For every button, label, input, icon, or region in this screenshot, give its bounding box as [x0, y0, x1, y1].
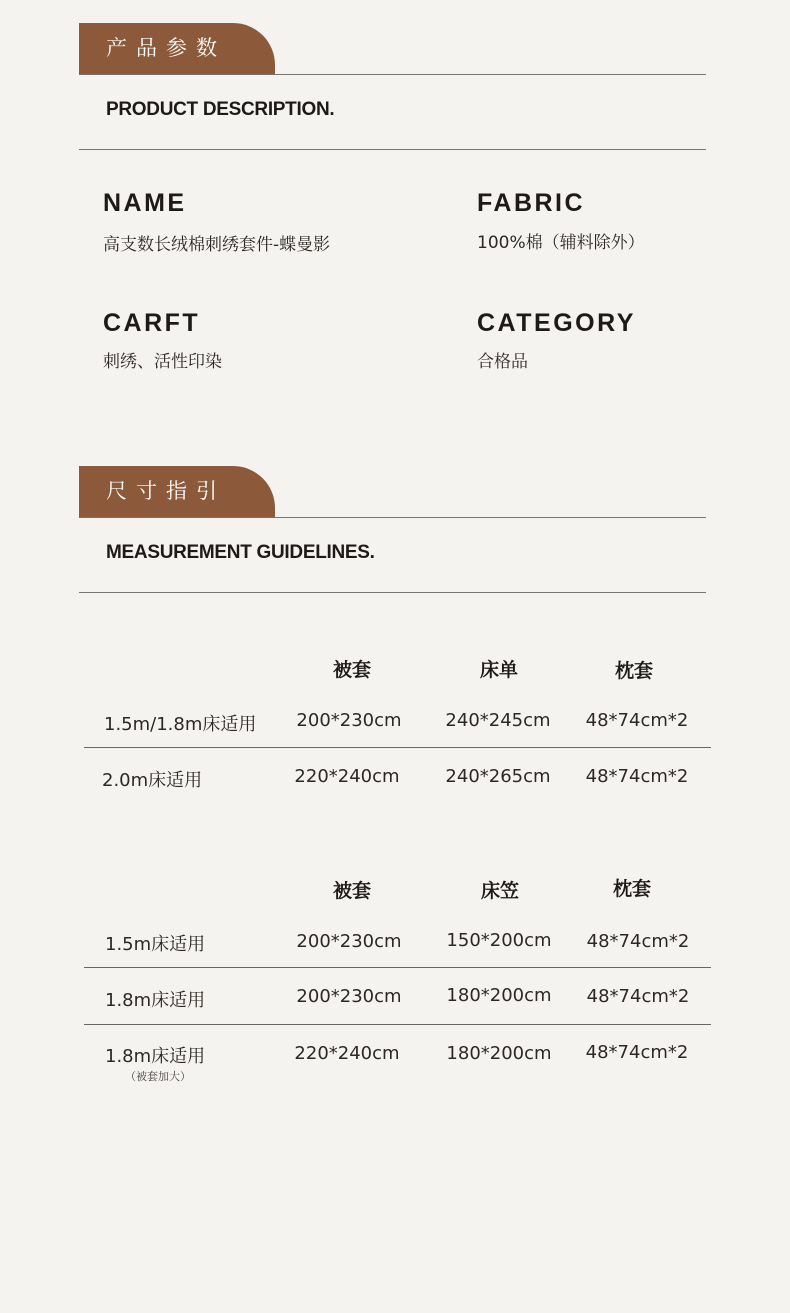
divider	[79, 517, 706, 518]
row-label: 1.8m床适用	[105, 990, 206, 1011]
table2-header-pillowcase: 枕套	[612, 878, 651, 900]
measurement-guidelines-heading: MEASUREMENT GUIDELINES.	[106, 542, 375, 563]
cell-duvet: 220*240cm	[294, 766, 400, 787]
divider	[79, 592, 706, 593]
row-label: 2.0m床适用	[102, 770, 203, 791]
cell-fitted-sheet: 180*200cm	[446, 985, 552, 1006]
cell-duvet: 200*230cm	[296, 986, 402, 1007]
cell-pillowcase: 48*74cm*2	[585, 766, 689, 787]
category-value: 合格品	[477, 352, 528, 372]
fabric-value: 100%棉（辅料除外）	[477, 233, 645, 253]
cell-duvet: 200*230cm	[296, 931, 402, 952]
section-tab-size-guide: 尺寸指引	[79, 466, 275, 517]
craft-label: CARFT	[103, 309, 201, 337]
row-label: 1.5m/1.8m床适用	[104, 714, 257, 735]
section-tab-product-params: 产品参数	[79, 23, 275, 74]
cell-sheet: 240*245cm	[445, 710, 551, 731]
name-value: 高支数长绒棉刺绣套件-蝶曼影	[103, 235, 331, 255]
cell-pillowcase: 48*74cm*2	[585, 710, 689, 731]
divider	[79, 74, 706, 75]
row-label: 1.8m床适用	[105, 1046, 206, 1067]
craft-value: 刺绣、活性印染	[103, 352, 222, 372]
row-divider	[84, 1024, 711, 1025]
row-label: 1.5m床适用	[105, 934, 206, 955]
cell-duvet: 220*240cm	[294, 1043, 400, 1064]
cell-pillowcase: 48*74cm*2	[586, 931, 690, 952]
category-label: CATEGORY	[477, 309, 636, 337]
cell-fitted-sheet: 150*200cm	[446, 930, 552, 951]
table1-header-duvet: 被套	[332, 659, 371, 681]
cell-sheet: 240*265cm	[445, 766, 551, 787]
row-divider	[84, 967, 711, 968]
row-note: （被套加大）	[125, 1070, 191, 1083]
cell-fitted-sheet: 180*200cm	[446, 1043, 552, 1064]
table2-header-duvet: 被套	[332, 880, 371, 902]
name-label: NAME	[103, 189, 187, 217]
cell-duvet: 200*230cm	[296, 710, 402, 731]
table1-header-sheet: 床单	[479, 659, 518, 681]
fabric-label: FABRIC	[477, 189, 586, 217]
table2-header-fitted-sheet: 床笠	[480, 880, 519, 902]
cell-pillowcase: 48*74cm*2	[585, 1042, 689, 1063]
divider	[79, 149, 706, 150]
row-divider	[84, 747, 711, 748]
cell-pillowcase: 48*74cm*2	[586, 986, 690, 1007]
product-description-heading: PRODUCT DESCRIPTION.	[106, 99, 335, 120]
table1-header-pillowcase: 枕套	[614, 660, 653, 682]
